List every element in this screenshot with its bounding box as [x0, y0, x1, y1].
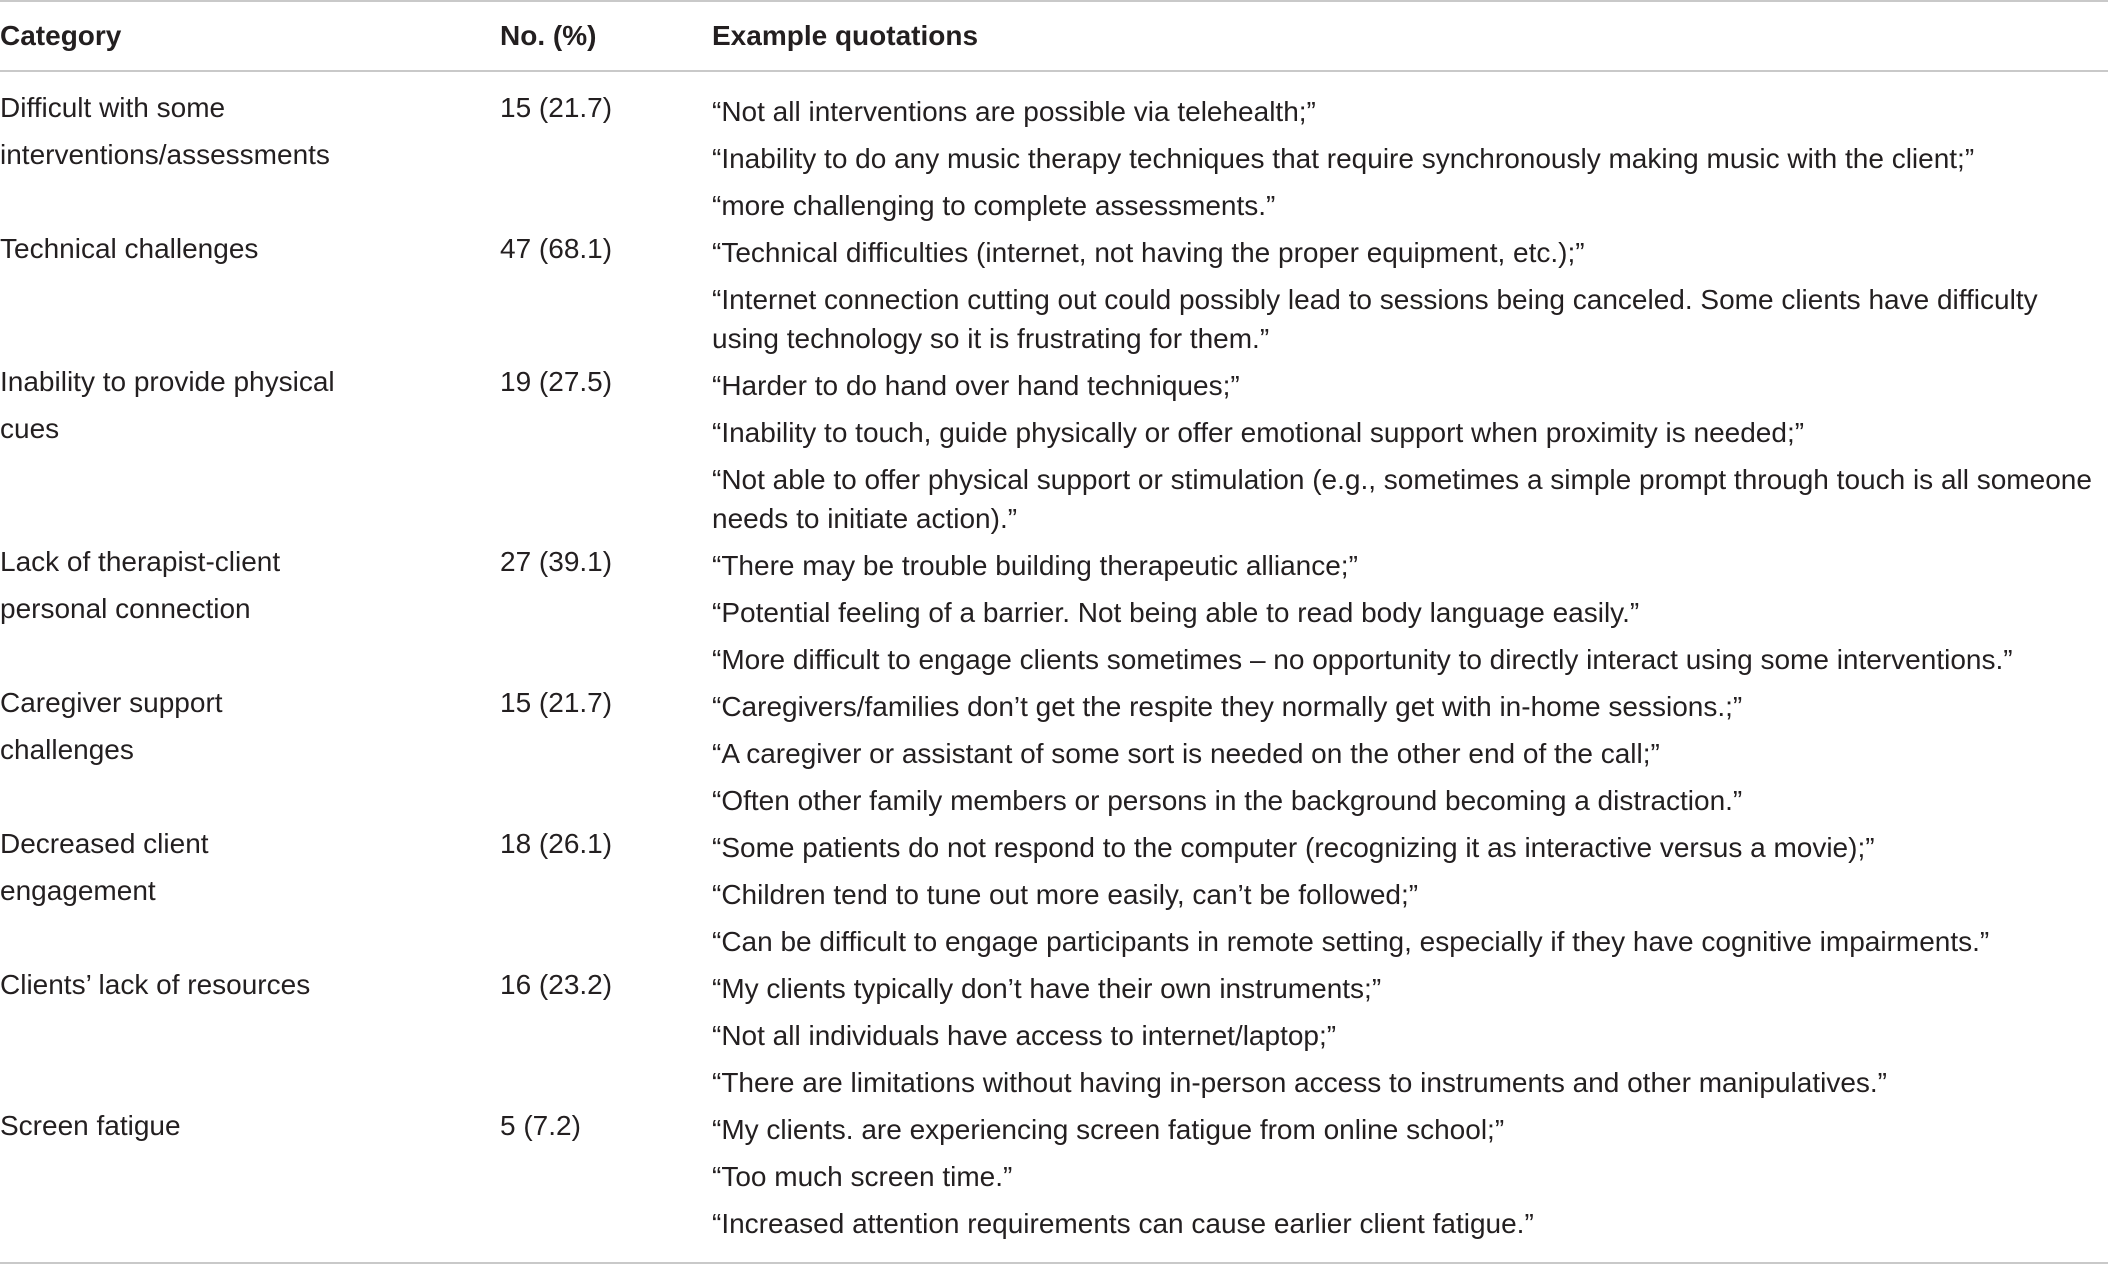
example-quotation: “Caregivers/families don’t get the respite they normally get with in-home sessions.;” — [712, 691, 1743, 722]
example-quotation: “Not all individuals have access to internet/laptop;” — [712, 1020, 1337, 1051]
count-cell — [500, 824, 712, 965]
example-quotation: “Too much screen time.” — [712, 1161, 1013, 1192]
example-quotation: “My clients typically don’t have their own instruments;” — [712, 973, 1382, 1004]
table-row — [0, 965, 2108, 1106]
example-quotation: “Harder to do hand over hand techniques;” — [712, 370, 1240, 401]
table-row — [0, 1106, 2108, 1255]
example-quotation: “There may be trouble building therapeutic alliance;” — [712, 550, 1358, 581]
count-value: 27 (39.1) — [500, 546, 613, 577]
quotations-cell — [712, 542, 2108, 683]
count-cell — [500, 542, 712, 683]
example-quotation: “My clients. are experiencing screen fatigue from online school;” — [712, 1114, 1505, 1145]
category-label: Inability to provide physical cues — [0, 366, 335, 444]
table-body — [0, 70, 2108, 1255]
header-count: No. (%) — [500, 19, 597, 51]
example-quotation: “Not able to offer physical support or stimulation (e.g., sometimes a simple prompt through touch is all someone needs to initiate action).” — [712, 464, 2092, 534]
table-row — [0, 824, 2108, 965]
count-value: 47 (68.1) — [500, 233, 613, 264]
table-header — [0, 0, 2108, 70]
category-label: Screen fatigue — [0, 1110, 181, 1141]
category-label: Difficult with some interventions/assessments — [0, 92, 330, 170]
example-quotation: “Inability to do any music therapy techniques that require synchronously making music with the client;” — [712, 143, 1975, 174]
example-quotation: “Potential feeling of a barrier. Not being able to read body language easily.” — [712, 597, 1640, 628]
category-cell — [0, 965, 500, 1106]
table-row — [0, 362, 2108, 542]
example-quotation: “There are limitations without having in-person access to instruments and other manipulatives.” — [712, 1067, 1888, 1098]
header-row — [0, 0, 2108, 70]
count-cell — [500, 70, 712, 229]
category-cell — [0, 683, 500, 824]
category-cell — [0, 70, 500, 229]
quotations-cell — [712, 362, 2108, 542]
header-quotations: Example quotations — [712, 19, 979, 51]
quotations-cell — [712, 229, 2108, 362]
example-quotation: “Children tend to tune out more easily, can’t be followed;” — [712, 879, 1419, 910]
example-quotation: “More difficult to engage clients sometimes – no opportunity to directly interact using some interventions.” — [712, 644, 2013, 675]
category-label: Caregiver support challenges — [0, 687, 223, 765]
count-value: 15 (21.7) — [500, 687, 613, 718]
count-cell — [500, 362, 712, 542]
category-cell — [0, 1106, 500, 1255]
example-quotation: “Inability to touch, guide physically or offer emotional support when proximity is needed;” — [712, 417, 1805, 448]
quotations-cell — [712, 683, 2108, 824]
category-label: Lack of therapist-client personal connection — [0, 546, 281, 624]
example-quotation: “more challenging to complete assessments.” — [712, 190, 1276, 221]
example-quotation: “Can be difficult to engage participants in remote setting, especially if they have cognitive impairments.” — [712, 926, 1990, 957]
example-quotation: “Some patients do not respond to the computer (recognizing it as interactive versus a movie);” — [712, 832, 1875, 863]
count-cell — [500, 229, 712, 362]
example-quotation: “Often other family members or persons in the background becoming a distraction.” — [712, 785, 1743, 816]
table-row — [0, 542, 2108, 683]
example-quotation: “A caregiver or assistant of some sort is needed on the other end of the call;” — [712, 738, 1660, 769]
table-row — [0, 683, 2108, 824]
category-cell — [0, 824, 500, 965]
example-quotation: “Technical difficulties (internet, not having the proper equipment, etc.);” — [712, 237, 1585, 268]
count-cell — [500, 1106, 712, 1255]
count-value: 18 (26.1) — [500, 828, 613, 859]
category-label: Decreased client engagement — [0, 828, 209, 906]
category-label: Technical challenges — [0, 233, 259, 264]
count-value: 15 (21.7) — [500, 92, 613, 123]
table-row — [0, 70, 2108, 229]
category-cell — [0, 229, 500, 362]
category-cell — [0, 542, 500, 683]
example-quotation: “Internet connection cutting out could possibly lead to sessions being canceled. Some clients have difficulty using technology so it is frustrating for them.” — [712, 284, 2038, 354]
quotations-cell — [712, 965, 2108, 1106]
quotations-cell — [712, 1106, 2108, 1255]
count-cell — [500, 965, 712, 1106]
quotations-cell — [712, 824, 2108, 965]
count-value: 16 (23.2) — [500, 969, 613, 1000]
count-cell — [500, 683, 712, 824]
quotations-cell — [712, 70, 2108, 229]
count-value: 5 (7.2) — [500, 1110, 581, 1141]
category-label: Clients’ lack of resources — [0, 969, 311, 1000]
table-row — [0, 229, 2108, 362]
example-quotation: “Not all interventions are possible via telehealth;” — [712, 96, 1316, 127]
header-category: Category — [0, 19, 122, 51]
category-cell — [0, 362, 500, 542]
example-quotation: “Increased attention requirements can cause earlier client fatigue.” — [712, 1208, 1534, 1239]
count-value: 19 (27.5) — [500, 366, 613, 397]
